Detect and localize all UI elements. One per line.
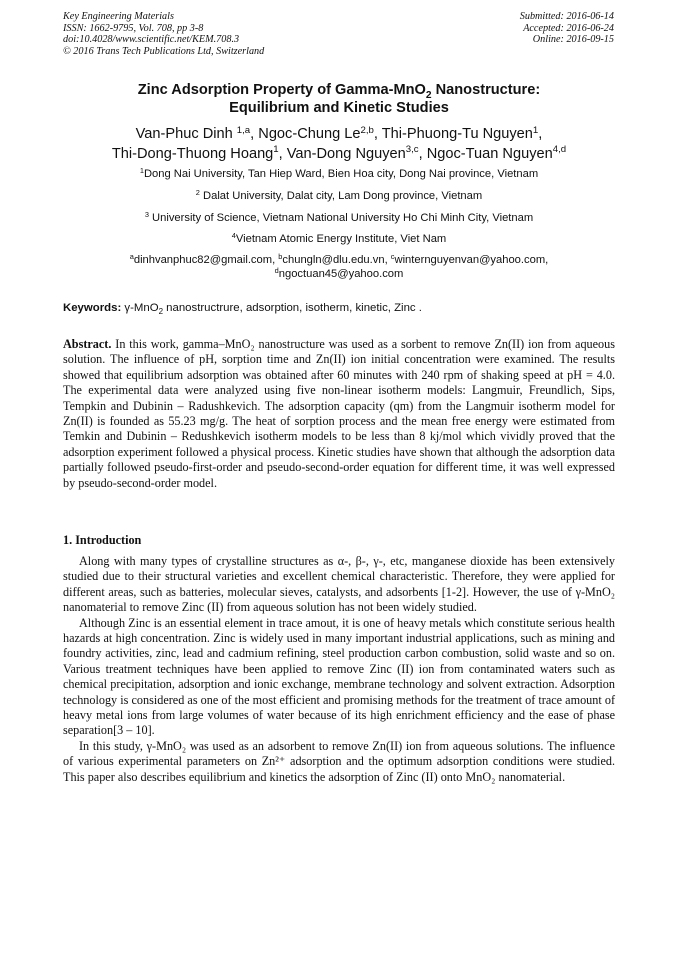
- intro-paragraph-1: Along with many types of crystalline structures as α-, β-, γ-, etc, manganese dioxide has been extensively studied due to their structural varieties and excellent chemical characteristic. Therefore, they were applied for different areas, such as batteries, molecular sieves, catalysts, and adsorbents [1-2]. However, the use of γ-MnO₂ nanomaterial to remove Zinc (II) from aqueous solution has not been widely studied.: [63, 554, 615, 615]
- author-name: Ngoc-Tuan Nguyen: [426, 145, 553, 162]
- author-list: [0, 125, 678, 164]
- abstract: [63, 337, 615, 491]
- intro-paragraph-2: Although Zinc is an essential element in trace amout, it is one of heavy metals which constitute serious health hazards at high concentration. Zinc is widely used in many important industrial applications, such as mining and foundry activities, zinc, lead and cadmium refining, steel production carbon combustion, solid waste and so on. Various treatment techniques have been applied to remove Zinc (II) ion from contaminated waters such as chemical precipitation, adsorption and ionic exchange, membrane technology and solvent extraction. Adsorption technology is considered as one of the most efficient and promising methods for the treatment of trace amount of heavy metal ions from large volumes of water because of its high enrichment efficiency and the ease of phase separation[3 – 10].: [63, 615, 615, 738]
- keywords: Keywords: γ-MnO$_2$ nanostructrure, adsorption, isotherm, kinetic, Zinc .: [63, 302, 422, 316]
- accepted-date: Accepted: 2016-06-24: [523, 22, 614, 34]
- author-name: Van-Phuc Dinh: [135, 126, 237, 142]
- email-link[interactable]: chungln@dlu.edu.vn,: [282, 254, 391, 267]
- header-left: [63, 11, 264, 57]
- affiliation-2: $^2$ Dalat University, Dalat city, Lam Dong province, Vietnam: [195, 187, 483, 202]
- author-name: Ngoc-Chung Le: [258, 126, 361, 142]
- affiliation-1: $^1$Dong Nai University, Tan Hiep Ward, Bien Hoa city, Dong Nai province, Vietnam: [139, 165, 539, 180]
- author-emails: $^a$dinhvanphuc82@gmail.com, $^b$chungln@dlu.edu.vn, $^c$winternguyenvan@yahoo.com, $^d$ngoctuan45@yahoo.com: [129, 252, 549, 281]
- keywords-label: Keywords:: [63, 302, 122, 314]
- affiliation-3: $^3$ University of Science, Vietnam National University Ho Chi Minh City, Vietnam: [144, 209, 534, 224]
- email-link[interactable]: winternguyenvan@yahoo.com,: [394, 254, 549, 267]
- abstract-text: In this work, gamma–MnO₂ nanostructure was used as a sorbent to remove Zn(II) ion from aqueous solution. The influence of pH, sorption time and Zn(II) ion initial concentration were examined. The results showed that equilibrium adsorption was obtained after 60 minutes with 240 rpm of shaking speed at pH = 4.0. The experimental data were analyzed using five non-linear isotherm models: Langmuir, Freundlich, Sips, Tempkin and Dubinin – Radushkevich. The adsorption capacity (qm) from the Langmuir isotherm model for Zn(II) is founded as 55.23 mg/g. The heat of sorption process and the mean free energy were estimated from Temkin and Dubinin – Redushkevich isotherm models to be less than 8 kj/mol which vividly proved that the adsorption experiment followed a physical process. Kinetic studies have shown that although the adsorption data partially followed pseudo-first-order and pseudo-second-order equation for different time, it was well expressed by pseudo-second-order model.: [63, 337, 615, 490]
- author-name: Thi-Phuong-Tu Nguyen: [381, 126, 533, 142]
- email-link[interactable]: ngoctuan45@yahoo.com: [278, 268, 404, 281]
- copyright-line: © 2016 Trans Tech Publications Ltd, Switzerland: [63, 45, 265, 57]
- author-line-1: Van-Phuc Dinh $^{1,a}$, Ngoc-Chung Le$^{2,b}$, Thi-Phuong-Tu Nguyen$^1$,: [135, 124, 543, 142]
- online-date: Online: 2016-09-15: [532, 34, 614, 46]
- issn-line: ISSN: 1662-9795, Vol. 708, pp 3-8: [63, 22, 204, 34]
- affiliation-4: $^4$Vietnam Atomic Energy Institute, Viet Nam: [231, 231, 447, 246]
- email-link[interactable]: dinhvanphuc82@gmail.com,: [133, 254, 279, 267]
- author-name: Van-Dong Nguyen: [286, 145, 406, 162]
- submitted-date: Submitted: 2016-06-14: [519, 11, 614, 22]
- affiliations: [0, 166, 678, 281]
- header-right: [520, 11, 614, 46]
- author-name: Thi-Dong-Thuong Hoang: [111, 145, 274, 162]
- paper-title: [0, 82, 678, 117]
- intro-paragraph-3: In this study, γ-MnO₂ was used as an adsorbent to remove Zn(II) ion from aqueous solutions. The influence of various experimental parameters on Zn²⁺ adsorption and the optimum adsorption conditions were studied. This paper also describes equilibrium and kinetics the adsorption of Zinc (II) onto MnO₂ nanomaterial.: [63, 738, 615, 784]
- doi-line: doi:10.4028/www.scientific.net/KEM.708.3: [63, 34, 240, 46]
- section-heading: 1. Introduction: [63, 533, 142, 547]
- title-line-1: Zinc Adsorption Property of Gamma-MnO$_2$ Nanostructure:: [137, 82, 541, 101]
- title-line-2: Equilibrium and Kinetic Studies: [229, 99, 449, 116]
- journal-name: Key Engineering Materials: [63, 11, 174, 22]
- author-line-2: Thi-Dong-Thuong Hoang$^1$, Van-Dong Nguyen$^{3,c}$, Ngoc-Tuan Nguyen$^{4,d}$: [111, 144, 567, 162]
- abstract-label: Abstract.: [63, 337, 112, 351]
- introduction-body: [63, 554, 615, 785]
